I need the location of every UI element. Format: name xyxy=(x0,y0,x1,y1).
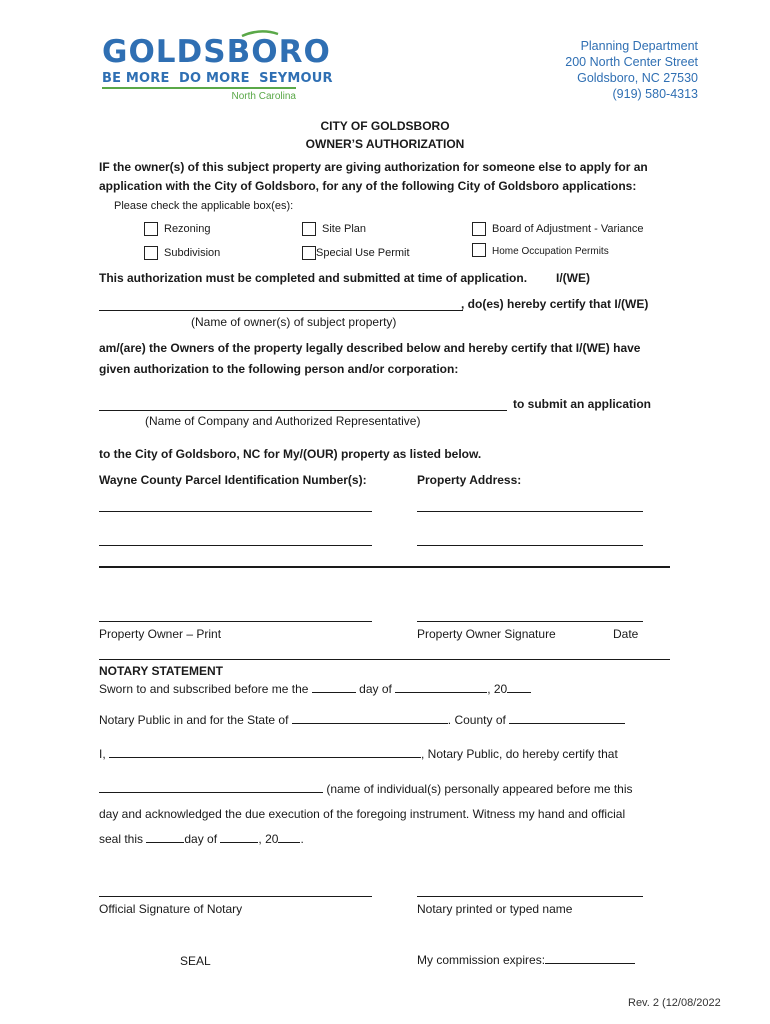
site-plan-label: Site Plan xyxy=(322,223,367,235)
logo-divider xyxy=(102,87,296,89)
title-line-2: OWNER’S AUTHORIZATION xyxy=(305,137,465,151)
owner-name-field[interactable] xyxy=(99,310,463,311)
certify-text: , do(es) hereby certify that I/(WE) xyxy=(461,297,649,311)
notary-printed-name-field[interactable] xyxy=(417,896,643,897)
certify-text-b: , Notary Public, do hereby certify that xyxy=(421,747,618,761)
section-divider-2 xyxy=(99,659,670,660)
commission-expires-field[interactable] xyxy=(545,963,635,964)
state-field[interactable] xyxy=(292,723,448,724)
dept-street: 200 North Center Street xyxy=(565,55,698,69)
seal-day-field[interactable] xyxy=(146,842,184,843)
logo-tagline: BE MORE DO MORE SEYMOUR xyxy=(102,71,333,86)
sworn-month-field[interactable] xyxy=(395,692,487,693)
sworn-text-a: Sworn to and subscribed before me the xyxy=(99,682,309,696)
seal-month-field[interactable] xyxy=(220,842,258,843)
subdivision-label: Subdivision xyxy=(164,247,221,259)
page-title xyxy=(0,117,770,153)
certify-line xyxy=(99,747,618,761)
sworn-text-b: day of xyxy=(359,682,392,696)
company-caption: (Name of Company and Authorized Representative) xyxy=(145,414,421,428)
intro-line-2: application with the City of Goldsboro, for any of the following City of Goldsboro applications: xyxy=(99,179,637,193)
seal-text-a: seal this xyxy=(99,832,144,846)
seal-text-c: , 20 xyxy=(258,832,279,846)
notary-printed-name-label: Notary printed or typed name xyxy=(417,902,573,916)
parcel-label: Wayne County Parcel Identification Number(s): xyxy=(99,473,367,487)
notary-name-field[interactable] xyxy=(109,757,421,758)
individual-name-field[interactable] xyxy=(99,792,323,793)
parcel-field-1[interactable] xyxy=(99,511,372,512)
board-adjustment-label: Board of Adjustment - Variance xyxy=(492,223,644,235)
acknowledgement-text: day and acknowledged the due execution of the foregoing instrument. Witness my hand and official xyxy=(99,807,626,821)
commission-label: My commission expires: xyxy=(417,953,546,967)
section-divider-1 xyxy=(99,566,670,568)
special-use-checkbox[interactable] xyxy=(302,246,316,260)
logo-subtitle: North Carolina xyxy=(231,91,296,102)
logo-wordmark: GOLDSBORO xyxy=(102,34,331,70)
parcel-field-2[interactable] xyxy=(99,545,372,546)
home-occupation-label: Home Occupation Permits xyxy=(492,246,609,257)
notary-heading: NOTARY STATEMENT xyxy=(99,664,223,678)
owners-legal-line-2: given authorization to the following person and/or corporation: xyxy=(99,362,459,376)
sworn-text-c: , 20 xyxy=(487,682,508,696)
leaf-swoosh-icon xyxy=(240,30,280,38)
owner-signature-field[interactable] xyxy=(417,621,643,622)
address-label: Property Address: xyxy=(417,473,522,487)
revision-footer: Rev. 2 (12/08/2022 xyxy=(628,997,721,1009)
individual-line xyxy=(99,782,633,796)
check-prompt: Please check the applicable box(es): xyxy=(114,200,294,212)
city-logo xyxy=(102,34,333,104)
certify-text-a: I, xyxy=(99,747,106,761)
intro-line-1: IF the owner(s) of this subject property are giving authorization for someone else to apply for an xyxy=(99,160,648,174)
dept-phone: (919) 580-4313 xyxy=(612,87,698,101)
address-field-1[interactable] xyxy=(417,511,643,512)
owner-print-label: Property Owner – Print xyxy=(99,627,222,641)
official-signature-label: Official Signature of Notary xyxy=(99,902,243,916)
individual-text: (name of individual(s) personally appeared before me this xyxy=(326,782,633,796)
site-plan-checkbox[interactable] xyxy=(302,222,316,236)
sworn-year-field[interactable] xyxy=(507,692,531,693)
city-property-text: to the City of Goldsboro, NC for My/(OUR) property as listed below. xyxy=(99,447,482,461)
address-field-2[interactable] xyxy=(417,545,643,546)
dept-city: Goldsboro, NC 27530 xyxy=(577,71,698,85)
state-text-a: Notary Public in and for the State of xyxy=(99,713,289,727)
rezoning-checkbox[interactable] xyxy=(144,222,158,236)
submit-text: to submit an application xyxy=(513,397,652,411)
date-label: Date xyxy=(613,627,639,641)
subdivision-checkbox[interactable] xyxy=(144,246,158,260)
official-signature-field[interactable] xyxy=(99,896,372,897)
state-text-b: . County of xyxy=(447,713,506,727)
dept-name: Planning Department xyxy=(580,39,698,53)
rezoning-label: Rezoning xyxy=(164,223,211,235)
owner-print-field[interactable] xyxy=(99,621,372,622)
home-occupation-checkbox[interactable] xyxy=(472,243,486,257)
owner-caption: (Name of owner(s) of subject property) xyxy=(191,315,397,329)
seal-date-line xyxy=(99,832,304,846)
seal-label: SEAL xyxy=(180,954,211,968)
auth-iwe-text: I/(WE) xyxy=(556,271,590,285)
sworn-line xyxy=(99,682,531,696)
title-line-1: CITY OF GOLDSBORO xyxy=(320,119,450,133)
auth-must-text: This authorization must be completed and submitted at time of application. xyxy=(99,271,528,285)
special-use-label: Special Use Permit xyxy=(316,247,410,259)
owners-legal-line-1: am/(are) the Owners of the property legally described below and hereby certify that I/(WE) have xyxy=(99,341,641,355)
county-field[interactable] xyxy=(509,723,625,724)
seal-text-b: day of xyxy=(184,832,218,846)
seal-text-d: . xyxy=(300,832,304,846)
department-address xyxy=(565,38,698,102)
commission-line xyxy=(417,953,635,967)
company-name-field[interactable] xyxy=(99,410,507,411)
owner-signature-label: Property Owner Signature xyxy=(417,627,556,641)
seal-year-field[interactable] xyxy=(278,842,300,843)
board-adjustment-checkbox[interactable] xyxy=(472,222,486,236)
sworn-day-field[interactable] xyxy=(312,692,356,693)
state-line xyxy=(99,713,625,727)
